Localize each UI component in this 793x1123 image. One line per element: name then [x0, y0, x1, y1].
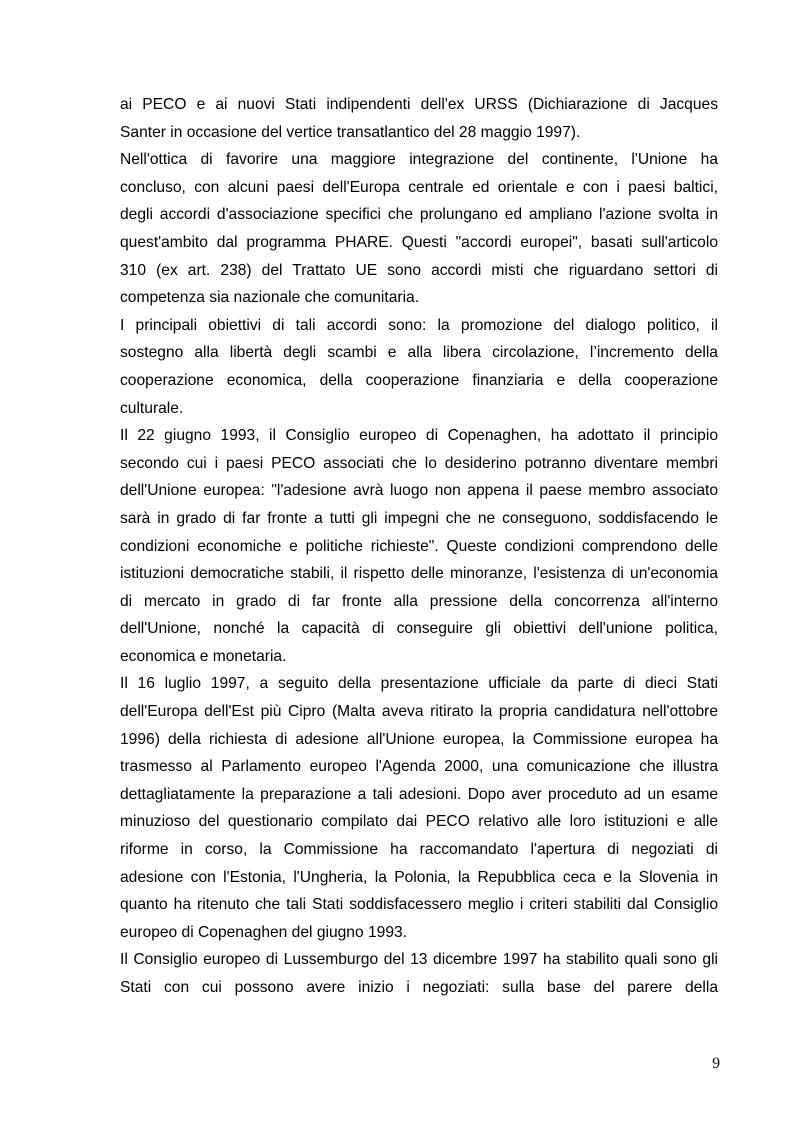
- text-line: condizioni economiche e politiche richieste". Queste condizioni comprendono delle: [120, 537, 718, 555]
- text-line: Santer in occasione del vertice transatlantico del 28 maggio 1997).: [120, 123, 581, 141]
- text-line: concluso, con alcuni paesi dell'Europa centrale ed orientale e con i paesi baltici,: [120, 178, 718, 196]
- text-line: riforme in corso, la Commissione ha raccomandato l'apertura di negoziati di: [120, 841, 718, 859]
- text-line: minuzioso del questionario compilato dai PECO relativo alle loro istituzioni e alle: [120, 813, 718, 831]
- text-line: dell'Europa dell'Est più Cipro (Malta aveva ritirato la propria candidatura nell'ottobre: [120, 703, 718, 721]
- text-line: di mercato in grado di far fronte alla pressione della concorrenza all'interno: [120, 592, 718, 610]
- text-line: economica e monetaria.: [120, 647, 287, 665]
- text-line: europeo di Copenaghen del giugno 1993.: [120, 923, 407, 941]
- text-line: Il 22 giugno 1993, il Consiglio europeo di Copenaghen, ha adottato il principio: [120, 427, 718, 445]
- text-line: degli accordi d'associazione specifici che prolungano ed ampliano l'azione svolta in: [120, 206, 718, 224]
- paragraph: [120, 312, 718, 422]
- text-line: adesione con l'Estonia, l'Ungheria, la Polonia, la Repubblica ceca e la Slovenia in: [120, 868, 718, 886]
- text-line: trasmesso al Parlamento europeo l'Agenda 2000, una comunicazione che illustra: [120, 758, 718, 776]
- text-line: ai PECO e ai nuovi Stati indipendenti dell'ex URSS (Dichiarazione di Jacques: [120, 96, 718, 113]
- text-line: Il Consiglio europeo di Lussemburgo del 13 dicembre 1997 ha stabilito quali sono gli: [120, 951, 718, 969]
- paragraph: [120, 91, 718, 146]
- text-line: quanto ha ritenuto che tali Stati soddisfacessero meglio i criteri stabiliti dal Consiglio: [120, 896, 718, 914]
- text-line: 310 (ex art. 238) del Trattato UE sono accordi misti che riguardano settori di: [120, 261, 718, 279]
- text-line: sostegno alla libertà degli scambi e alla libera circolazione, l’incremento della: [120, 344, 718, 362]
- paragraph: [120, 946, 718, 1001]
- text-line: I principali obiettivi di tali accordi sono: la promozione del dialogo politico, il: [120, 316, 718, 334]
- text-line: sarà in grado di far fronte a tutti gli impegni che ne conseguono, soddisfacendo le: [120, 509, 718, 527]
- paragraph: [120, 670, 718, 946]
- text-line: competenza sia nazionale che comunitaria.: [120, 289, 420, 307]
- paragraph: [120, 146, 718, 312]
- page-body: [120, 91, 718, 1002]
- page-number: 9: [712, 1055, 720, 1072]
- text-line: Il 16 luglio 1997, a seguito della presentazione ufficiale da parte di dieci Stati: [120, 675, 718, 693]
- text-line: dell'Unione, nonché la capacità di conseguire gli obiettivi dell'unione politica,: [120, 620, 718, 638]
- paragraph: [120, 422, 718, 670]
- text-line: 1996) della richiesta di adesione all'Unione europea, la Commissione europea ha: [120, 730, 718, 748]
- text-line: dettagliatamente la preparazione a tali adesioni. Dopo aver proceduto ad un esame: [120, 785, 718, 803]
- text-line: secondo cui i paesi PECO associati che lo desiderino potranno diventare membri: [120, 454, 718, 472]
- text-line: dell'Unione europea: "l'adesione avrà luogo non appena il paese membro associato: [120, 482, 718, 500]
- text-line: cooperazione economica, della cooperazione finanziaria e della cooperazione: [120, 371, 718, 389]
- text-line: culturale.: [120, 399, 184, 417]
- text-line: istituzioni democratiche stabili, il rispetto delle minoranze, l'esistenza di un'economia: [120, 565, 718, 583]
- text-line: quest'ambito dal programma PHARE. Questi "accordi europei", basati sull'articolo: [120, 233, 718, 251]
- text-line: Nell'ottica di favorire una maggiore integrazione del continente, l'Unione ha: [120, 151, 718, 169]
- text-line: Stati con cui possono avere inizio i negoziati: sulla base del parere della: [120, 979, 718, 996]
